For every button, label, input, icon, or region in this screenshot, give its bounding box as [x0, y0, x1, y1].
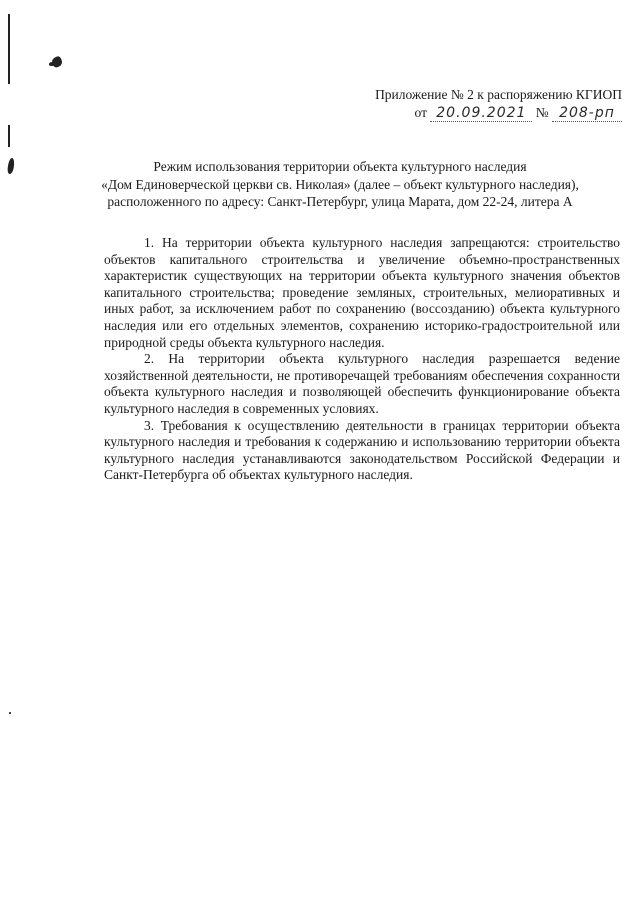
order-date-number-line — [375, 104, 622, 122]
document-body — [104, 235, 620, 484]
scan-margin-line — [8, 14, 10, 84]
handwritten-date: 20.09.2021 — [430, 106, 532, 122]
appendix-line: Приложение № 2 к распоряжению КГИОП — [375, 87, 622, 102]
number-label: № — [535, 105, 549, 120]
from-label: от — [414, 105, 427, 120]
handwritten-number: 208-рп — [552, 106, 622, 122]
paragraph-3: 3. Требования к осуществлению деятельности в границах территории объекта культурного наследия и требования к содержанию и использованию территории объекта культурного наследия устанавливаются законодательством Российской Федерации и Санкт-Петербурга об объектах культурного наследия. — [104, 417, 620, 483]
scan-ink-dot — [9, 712, 11, 714]
document-title — [60, 158, 620, 211]
title-line: расположенного по адресу: Санкт-Петербург, улица Марата, дом 22-24, литера А — [107, 194, 573, 209]
scan-ink-mark — [6, 158, 15, 175]
paragraph-1: 1. На территории объекта культурного наследия запрещаются: строительство объектов капитального строительства и увеличение объемно-пространственных характеристик существующих на территории объекта культурного значения объектов капитального строительства; проведение земляных, строительных, мелиоративных и иных работ, за исключением работ по сохранению (воссозданию) объекта культурного наследия или его отдельных элементов, сохранению историко-градостроительной или природной среды объекта культурного наследия. — [104, 235, 620, 350]
document-header — [375, 86, 622, 122]
scan-ink-mark — [49, 62, 55, 66]
paragraph-2: 2. На территории объекта культурного наследия разрешается ведение хозяйственной деятельности, не противоречащей требованиям обеспечения сохранности объекта культурного наследия и позволяющей обеспечить функционирование объекта культурного наследия в современных условиях. — [104, 351, 620, 416]
title-line: «Дом Единоверческой церкви св. Николая» (далее – объект культурного наследия), — [101, 176, 579, 192]
scan-margin-line — [8, 125, 10, 147]
title-line: Режим использования территории объекта культурного наследия — [153, 159, 527, 174]
